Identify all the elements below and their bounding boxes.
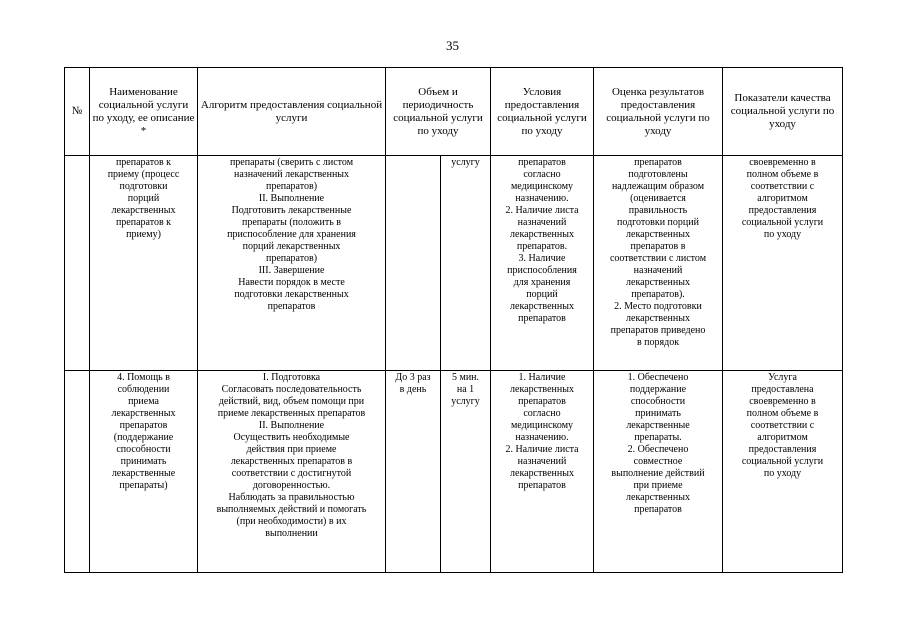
cell-text-line: лекарственных <box>510 384 574 395</box>
cell-text-line: порций <box>127 193 160 204</box>
cell-text-line: 2. Обеспечено <box>627 444 689 455</box>
cell-text-line: (поддержание <box>113 432 174 443</box>
table-row <box>65 156 843 371</box>
cell-text-line: препаратов <box>267 301 316 312</box>
cell-text-line: препараты. <box>634 432 682 443</box>
cell-text-line: подготовки лекарственных <box>234 289 349 300</box>
cell-text-line: приему (процесс <box>107 169 180 180</box>
cell-algorithm <box>198 371 386 573</box>
cell-text-line: алгоритмом <box>757 193 808 204</box>
cell-text-line: Согласовать последовательность <box>221 384 362 395</box>
cell-conditions <box>491 156 594 371</box>
page-number: 35 <box>446 38 459 53</box>
cell-text-line: полном объеме в <box>746 408 819 419</box>
cell-text-line: лекарственных <box>626 492 690 503</box>
cell-text-line: 5 мин. <box>451 372 480 383</box>
cell-text-line: в день <box>399 384 427 395</box>
cell-text-line: подготовлены <box>628 169 688 180</box>
cell-algorithm <box>198 156 386 371</box>
cell-text-line: медицинскому <box>510 420 574 431</box>
cell-text-line: препаратов <box>634 157 682 168</box>
cell-text-line: при приеме <box>633 480 683 491</box>
cell-text-line: До 3 раз <box>395 372 431 383</box>
cell-text-line: лекарственных <box>510 301 574 312</box>
cell-text-line: лекарственных <box>510 468 574 479</box>
cell-frequency <box>441 371 491 573</box>
cell-number <box>65 371 90 573</box>
cell-text-line: препаратов <box>518 396 566 407</box>
cell-text-line: Услуга <box>768 372 797 383</box>
cell-text-line: услугу <box>451 396 480 407</box>
cell-text-line: Подготовить лекарственные <box>231 205 352 216</box>
cell-text-line: препаратов). <box>631 289 685 300</box>
cell-text-line: 4. Помощь в <box>117 372 170 383</box>
cell-text-line: принимать <box>120 456 167 467</box>
cell-text-line: по уходу <box>763 468 802 479</box>
cell-text-line: назначению. <box>515 193 569 204</box>
cell-text-line: лекарственных <box>626 313 690 324</box>
cell-text-line: лекарственных <box>111 205 176 216</box>
cell-text-line: препаратов) <box>265 181 318 192</box>
cell-text-line: соответствии с достигнутой <box>231 468 352 479</box>
cell-text-line: надлежащим образом <box>611 181 705 192</box>
header-evaluation: Оценка результатов предоставления социальной услуги по уходу <box>594 68 723 156</box>
cell-text-line: препаратов <box>634 504 682 515</box>
cell-text-line: препаратов в <box>630 241 686 252</box>
cell-service-name <box>90 371 198 573</box>
cell-text-line: полном объеме в <box>746 169 819 180</box>
cell-text-line: правильность <box>628 205 688 216</box>
cell-volume <box>386 156 441 371</box>
cell-text-line: соблюдении <box>117 384 170 395</box>
cell-volume <box>386 371 441 573</box>
cell-conditions <box>491 371 594 573</box>
cell-text-line: назначений <box>517 217 567 228</box>
cell-text-line: социальной услуги <box>741 217 824 228</box>
cell-text-line: препаратов <box>518 480 566 491</box>
cell-text-line: своевременно в <box>749 396 816 407</box>
cell-text-line: 1. Наличие <box>518 372 566 383</box>
cell-text-line: препаратов. <box>516 241 568 252</box>
cell-text-line: принимать <box>635 408 681 419</box>
cell-text-line: приему) <box>126 229 161 240</box>
cell-text-line: (при необходимости) в их <box>236 516 347 527</box>
cell-text-line: для хранения <box>513 277 571 288</box>
cell-service-name <box>90 156 198 371</box>
cell-text-line: 3. Наличие <box>518 253 566 264</box>
cell-text-line: порций <box>526 289 558 300</box>
cell-text-line: действия при приеме <box>246 444 337 455</box>
cell-text-line: медицинскому <box>510 181 574 192</box>
cell-text-line: назначений <box>517 456 567 467</box>
header-service-name: Наименование социальной услуги по уходу, ее описание * <box>90 68 198 156</box>
cell-text-line: Наблюдать за правильностью <box>228 492 355 503</box>
cell-text-line: (оценивается <box>630 193 686 204</box>
cell-text-line: II. Выполнение <box>258 193 325 204</box>
cell-text-line: препаратов) <box>265 253 318 264</box>
cell-text-line: соответствии с <box>750 420 815 431</box>
header-algorithm: Алгоритм предоставления социальной услуги <box>198 68 386 156</box>
cell-text-line: лекарственных <box>626 229 690 240</box>
cell-text-line: услугу <box>451 157 480 168</box>
cell-evaluation <box>594 371 723 573</box>
cell-text-line: назначению. <box>515 432 569 443</box>
cell-text-line: подготовки порций <box>617 217 699 228</box>
cell-text-line: соответствии с листом <box>609 253 707 264</box>
cell-text-line: согласно <box>523 169 561 180</box>
cell-text-line: 2. Наличие листа <box>505 205 579 216</box>
cell-text-line: порций лекарственных <box>242 241 341 252</box>
cell-text-line: II. Выполнение <box>258 420 325 431</box>
services-table <box>64 67 843 573</box>
cell-frequency <box>441 156 491 371</box>
cell-text-line: лекарственных препаратов в <box>230 456 353 467</box>
cell-text-line: приспособления <box>507 265 577 276</box>
cell-text-line: своевременно в <box>749 157 816 168</box>
header-volume-frequency: Объем и периодичность социальной услуги по уходу <box>386 68 491 156</box>
cell-text-line: согласно <box>523 408 561 419</box>
cell-text-line: препараты) <box>119 480 168 491</box>
cell-text-line: 2. Наличие листа <box>505 444 579 455</box>
cell-text-line: препаратов к <box>115 217 172 228</box>
cell-text-line: препаратов <box>119 420 168 431</box>
table-header-row <box>65 68 843 156</box>
cell-text-line: Навести порядок в месте <box>238 277 345 288</box>
cell-text-line: в порядок <box>636 337 680 348</box>
cell-quality <box>723 371 843 573</box>
table-row <box>65 371 843 573</box>
cell-text-line: предоставления <box>748 444 817 455</box>
cell-evaluation <box>594 156 723 371</box>
cell-text-line: соответствии с <box>750 181 815 192</box>
cell-text-line: лекарственных <box>510 229 574 240</box>
cell-text-line: лекарственных <box>626 277 690 288</box>
cell-text-line: алгоритмом <box>757 432 808 443</box>
cell-text-line: лекарственных <box>111 408 176 419</box>
cell-text-line: выполнении <box>265 528 318 539</box>
cell-text-line: способности <box>116 444 171 455</box>
header-quality: Показатели качества социальной услуги по уходу <box>723 68 843 156</box>
cell-text-line: договоренностью. <box>252 480 331 491</box>
cell-text-line: выполнение действий <box>611 468 705 479</box>
cell-text-line: 2. Место подготовки <box>614 301 702 312</box>
cell-text-line: лекарственные <box>626 420 690 431</box>
cell-text-line: лекарственные <box>111 468 176 479</box>
cell-text-line: препараты (сверить с листом <box>229 157 354 168</box>
cell-text-line: 1. Обеспечено <box>627 372 689 383</box>
cell-text-line: препаратов к <box>115 157 172 168</box>
cell-text-line: препаратов приведено <box>610 325 706 336</box>
cell-text-line: на 1 <box>456 384 475 395</box>
cell-text-line: Осуществить необходимые <box>233 432 350 443</box>
cell-number <box>65 156 90 371</box>
cell-text-line: приема <box>128 396 159 407</box>
cell-text-line: III. Завершение <box>258 265 325 276</box>
cell-text-line: способности <box>630 396 686 407</box>
cell-text-line: по уходу <box>763 229 802 240</box>
cell-text-line: приеме лекарственных препаратов <box>217 408 366 419</box>
cell-text-line: назначений лекарственных <box>233 169 350 180</box>
cell-text-line: социальной услуги <box>741 456 824 467</box>
cell-text-line: действий, вид, объем помощи при <box>218 396 365 407</box>
cell-text-line: препараты (положить в <box>241 217 342 228</box>
cell-text-line: выполняемых действий и помогать <box>216 504 367 515</box>
cell-text-line: совместное <box>633 456 683 467</box>
cell-text-line: препаратов <box>518 313 566 324</box>
cell-text-line: предоставлена <box>751 384 814 395</box>
cell-quality <box>723 156 843 371</box>
cell-text-line: I. Подготовка <box>262 372 321 383</box>
cell-text-line: подготовки <box>119 181 168 192</box>
cell-text-line: приспособление для хранения <box>227 229 356 240</box>
cell-text-line: предоставления <box>748 205 817 216</box>
header-number: № <box>65 68 90 156</box>
header-conditions: Условия предоставления социальной услуги по уходу <box>491 68 594 156</box>
cell-text-line: препаратов <box>518 157 566 168</box>
cell-text-line: поддержание <box>629 384 687 395</box>
cell-text-line: назначений <box>633 265 683 276</box>
